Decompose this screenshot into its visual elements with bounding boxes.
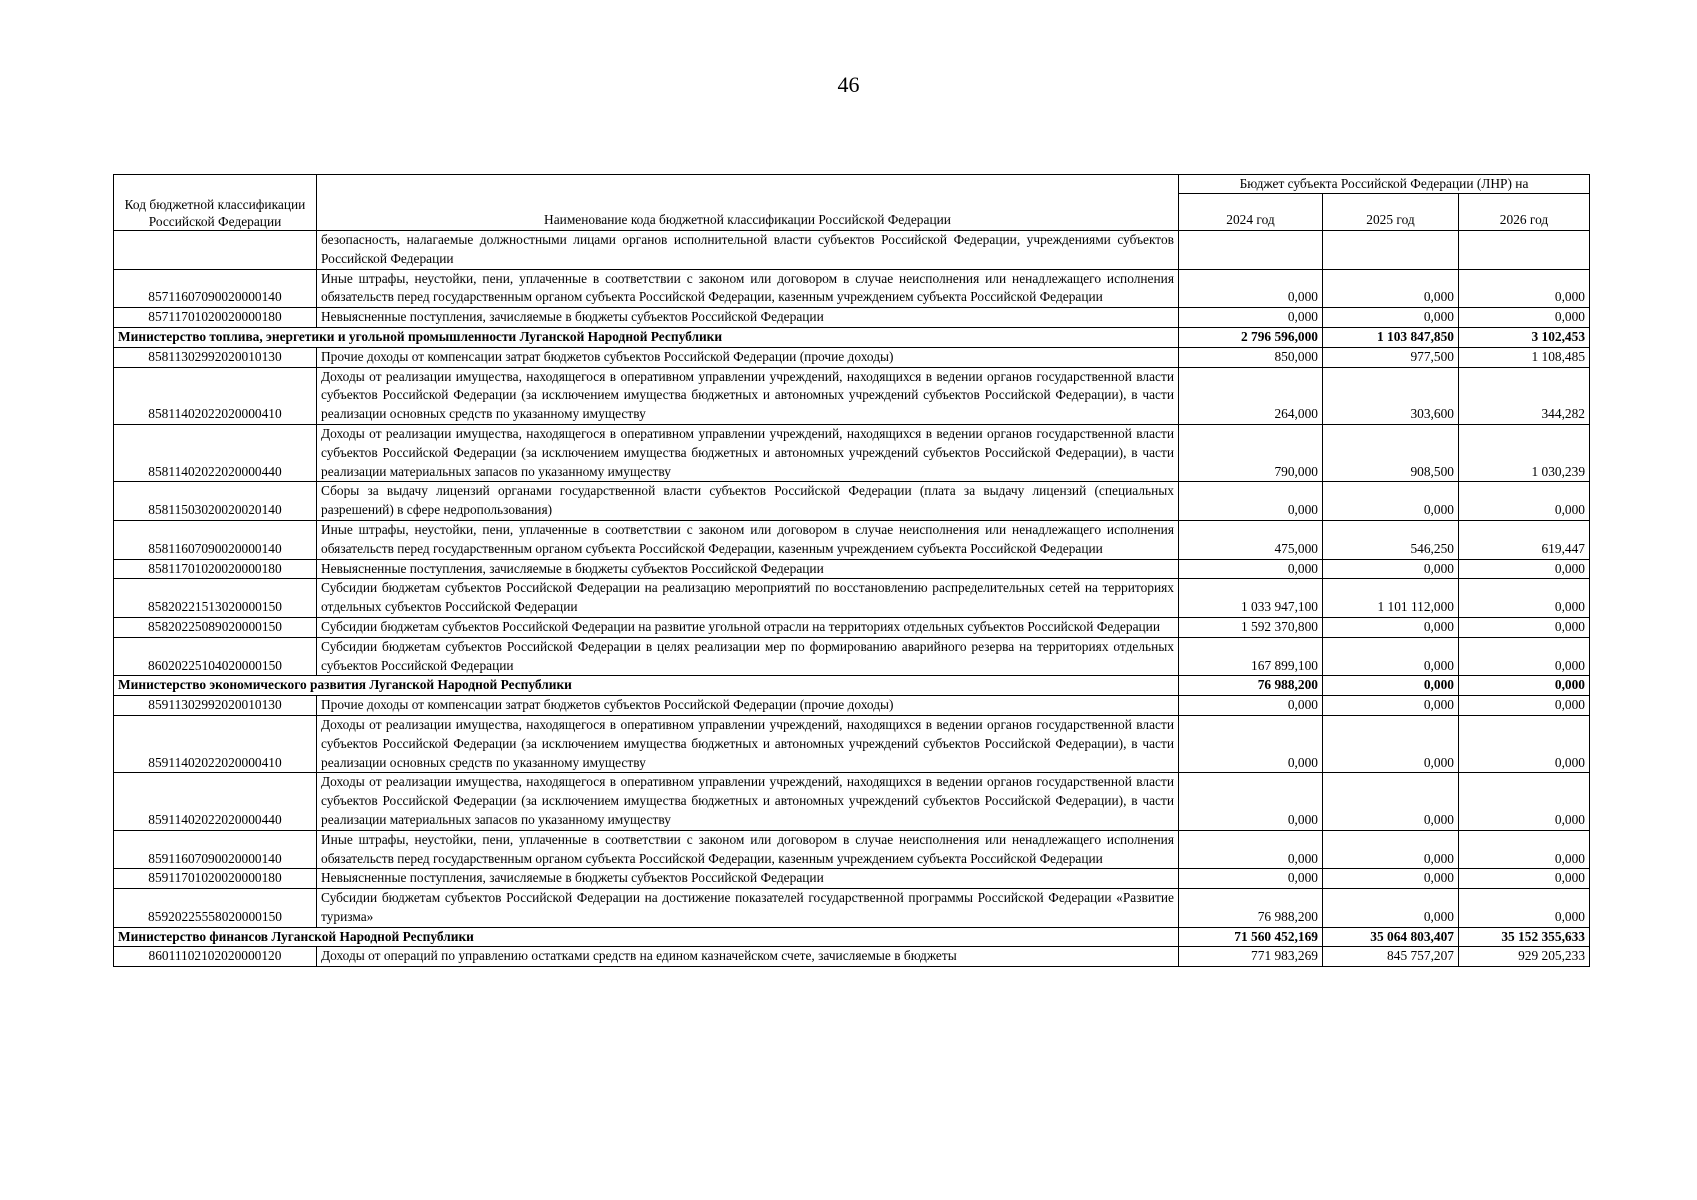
value-2025: 0,000 [1323,773,1459,830]
code-description: Сборы за выдачу лицензий органами государственной власти субъектов Российской Федерации (плата за выдачу лицензий (специальных разрешений) в сфере недропользования) [317,482,1179,521]
value-2025 [1323,231,1459,270]
value-2025: 0,000 [1323,676,1459,696]
value-2025: 1 103 847,850 [1323,327,1459,347]
table-row [114,231,1590,270]
ministry-row [114,676,1590,696]
code-description: Невыясненные поступления, зачисляемые в бюджеты субъектов Российской Федерации [317,308,1179,328]
value-2026: 0,000 [1459,269,1590,308]
budget-code: 85911402022020000410 [114,715,317,772]
ministry-row [114,327,1590,347]
ministry-name: Министерство топлива, энергетики и угольной промышленности Луганской Народной Республики [114,327,1179,347]
value-2024: 264,000 [1179,367,1323,424]
table-row [114,947,1590,967]
value-2026: 35 152 355,633 [1459,927,1590,947]
value-2025: 0,000 [1323,830,1459,869]
table-row [114,347,1590,367]
table-row [114,482,1590,521]
value-2025: 0,000 [1323,308,1459,328]
value-2024: 76 988,200 [1179,676,1323,696]
value-2026: 0,000 [1459,869,1590,889]
table-row [114,579,1590,618]
code-description: Субсидии бюджетам субъектов Российской Федерации на развитие угольной отрасли на территориях отдельных субъектов Российской Федерации [317,617,1179,637]
value-2025: 35 064 803,407 [1323,927,1459,947]
table-body [114,231,1590,967]
value-2025: 0,000 [1323,637,1459,676]
code-description: Невыясненные поступления, зачисляемые в бюджеты субъектов Российской Федерации [317,869,1179,889]
value-2026: 0,000 [1459,889,1590,928]
code-description: Прочие доходы от компенсации затрат бюджетов субъектов Российской Федерации (прочие доходы) [317,347,1179,367]
value-2025: 977,500 [1323,347,1459,367]
value-2024: 0,000 [1179,559,1323,579]
header-budget-column: Бюджет субъекта Российской Федерации (ЛНР) на [1179,175,1590,194]
header-year-2025: 2025 год [1323,194,1459,231]
table-row [114,520,1590,559]
code-description: Доходы от операций по управлению остатками средств на едином казначейском счете, зачисляемые в бюджеты [317,947,1179,967]
value-2024: 771 983,269 [1179,947,1323,967]
value-2024: 167 899,100 [1179,637,1323,676]
table-row [114,559,1590,579]
value-2026: 0,000 [1459,637,1590,676]
table-row [114,715,1590,772]
ministry-name: Министерство финансов Луганской Народной Республики [114,927,1179,947]
budget-code: 85911607090020000140 [114,830,317,869]
table-row [114,889,1590,928]
value-2026: 0,000 [1459,715,1590,772]
table-row [114,269,1590,308]
value-2026: 0,000 [1459,482,1590,521]
value-2024: 2 796 596,000 [1179,327,1323,347]
value-2025: 0,000 [1323,617,1459,637]
budget-code: 85811402022020000440 [114,424,317,481]
code-description: Доходы от реализации имущества, находящегося в оперативном управлении учреждений, находящихся в ведении органов государственной власти субъектов Российской Федерации (за исключением имущества бюджетных и автономных учреждений субъектов Российской Федерации), в части реализации основных средств по указанному имуществу [317,367,1179,424]
table-row [114,617,1590,637]
value-2024: 0,000 [1179,869,1323,889]
value-2024 [1179,231,1323,270]
budget-code: 85811402022020000410 [114,367,317,424]
value-2024: 76 988,200 [1179,889,1323,928]
value-2024: 0,000 [1179,696,1323,716]
value-2025: 0,000 [1323,559,1459,579]
value-2026: 0,000 [1459,773,1590,830]
value-2025: 0,000 [1323,482,1459,521]
value-2026: 1 030,239 [1459,424,1590,481]
value-2026: 0,000 [1459,696,1590,716]
value-2024: 0,000 [1179,269,1323,308]
code-description: безопасность, налагаемые должностными лицами органов исполнительной власти субъектов Российской Федерации, учреждениями субъектов Российской Федерации [317,231,1179,270]
budget-code: 86020225104020000150 [114,637,317,676]
budget-code: 85920225558020000150 [114,889,317,928]
value-2025: 845 757,207 [1323,947,1459,967]
table-row [114,424,1590,481]
value-2024: 0,000 [1179,830,1323,869]
ministry-name: Министерство экономического развития Луганской Народной Республики [114,676,1179,696]
code-description: Субсидии бюджетам субъектов Российской Федерации на достижение показателей государственной программы Российской Федерации «Развитие туризма» [317,889,1179,928]
value-2025: 546,250 [1323,520,1459,559]
table-row [114,308,1590,328]
value-2025: 303,600 [1323,367,1459,424]
budget-code: 85820225089020000150 [114,617,317,637]
value-2026: 929 205,233 [1459,947,1590,967]
value-2024: 1 592 370,800 [1179,617,1323,637]
table-row [114,696,1590,716]
value-2026: 619,447 [1459,520,1590,559]
code-description: Прочие доходы от компенсации затрат бюджетов субъектов Российской Федерации (прочие доходы) [317,696,1179,716]
budget-code: 85711701020020000180 [114,308,317,328]
code-description: Доходы от реализации имущества, находящегося в оперативном управлении учреждений, находящихся в ведении органов государственной власти субъектов Российской Федерации (за исключением имущества бюджетных и автономных учреждений субъектов Российской Федерации), в части реализации материальных запасов по указанному имуществу [317,424,1179,481]
code-description: Субсидии бюджетам субъектов Российской Федерации в целях реализации мер по формированию аварийного резерва на территориях отдельных субъектов Российской Федерации [317,637,1179,676]
value-2025: 0,000 [1323,715,1459,772]
value-2026: 0,000 [1459,579,1590,618]
value-2024: 475,000 [1179,520,1323,559]
budget-code [114,231,317,270]
value-2026: 3 102,453 [1459,327,1590,347]
budget-code: 85811503020020020140 [114,482,317,521]
ministry-row [114,927,1590,947]
header-code-column: Код бюджетной классификации Российской Федерации [114,175,317,231]
code-description: Иные штрафы, неустойки, пени, уплаченные в соответствии с законом или договором в случае неисполнения или ненадлежащего исполнения обязательств перед государственным органом субъекта Российской Федерации, казенным учреждением субъекта Российской Федерации [317,269,1179,308]
table-row [114,637,1590,676]
code-description: Субсидии бюджетам субъектов Российской Федерации на реализацию мероприятий по восстановлению распределительных сетей на территориях отдельных субъектов Российской Федерации [317,579,1179,618]
value-2026 [1459,231,1590,270]
value-2024: 0,000 [1179,308,1323,328]
value-2025: 908,500 [1323,424,1459,481]
budget-code: 85711607090020000140 [114,269,317,308]
value-2026: 0,000 [1459,617,1590,637]
value-2025: 0,000 [1323,696,1459,716]
budget-code: 85911402022020000440 [114,773,317,830]
value-2026: 1 108,485 [1459,347,1590,367]
budget-code: 85911302992020010130 [114,696,317,716]
value-2025: 1 101 112,000 [1323,579,1459,618]
code-description: Доходы от реализации имущества, находящегося в оперативном управлении учреждений, находящихся в ведении органов государственной власти субъектов Российской Федерации (за исключением имущества бюджетных и автономных учреждений субъектов Российской Федерации), в части реализации материальных запасов по указанному имуществу [317,773,1179,830]
value-2026: 0,000 [1459,559,1590,579]
value-2025: 0,000 [1323,869,1459,889]
table-row [114,773,1590,830]
value-2024: 850,000 [1179,347,1323,367]
value-2024: 0,000 [1179,715,1323,772]
code-description: Иные штрафы, неустойки, пени, уплаченные в соответствии с законом или договором в случае неисполнения или ненадлежащего исполнения обязательств перед государственным органом субъекта Российской Федерации, казенным учреждением субъекта Российской Федерации [317,520,1179,559]
budget-code: 86011102102020000120 [114,947,317,967]
value-2025: 0,000 [1323,889,1459,928]
budget-code: 85820221513020000150 [114,579,317,618]
value-2025: 0,000 [1323,269,1459,308]
value-2024: 0,000 [1179,773,1323,830]
header-year-2024: 2024 год [1179,194,1323,231]
budget-code: 85811302992020010130 [114,347,317,367]
value-2026: 0,000 [1459,830,1590,869]
budget-code: 85911701020020000180 [114,869,317,889]
value-2026: 0,000 [1459,308,1590,328]
table-header [114,175,1590,231]
table-row [114,830,1590,869]
code-description: Доходы от реализации имущества, находящегося в оперативном управлении учреждений, находящихся в ведении органов государственной власти субъектов Российской Федерации (за исключением имущества бюджетных и автономных учреждений субъектов Российской Федерации), в части реализации основных средств по указанному имуществу [317,715,1179,772]
value-2024: 0,000 [1179,482,1323,521]
header-name-column: Наименование кода бюджетной классификации Российской Федерации [317,175,1179,231]
budget-code: 85811701020020000180 [114,559,317,579]
value-2024: 790,000 [1179,424,1323,481]
table-row [114,869,1590,889]
budget-table [113,174,1590,967]
header-year-2026: 2026 год [1459,194,1590,231]
value-2026: 344,282 [1459,367,1590,424]
page-number: 46 [837,72,860,97]
table-row [114,367,1590,424]
value-2026: 0,000 [1459,676,1590,696]
value-2024: 1 033 947,100 [1179,579,1323,618]
budget-code: 85811607090020000140 [114,520,317,559]
value-2024: 71 560 452,169 [1179,927,1323,947]
code-description: Невыясненные поступления, зачисляемые в бюджеты субъектов Российской Федерации [317,559,1179,579]
code-description: Иные штрафы, неустойки, пени, уплаченные в соответствии с законом или договором в случае неисполнения или ненадлежащего исполнения обязательств перед государственным органом субъекта Российской Федерации, казенным учреждением субъекта Российской Федерации [317,830,1179,869]
